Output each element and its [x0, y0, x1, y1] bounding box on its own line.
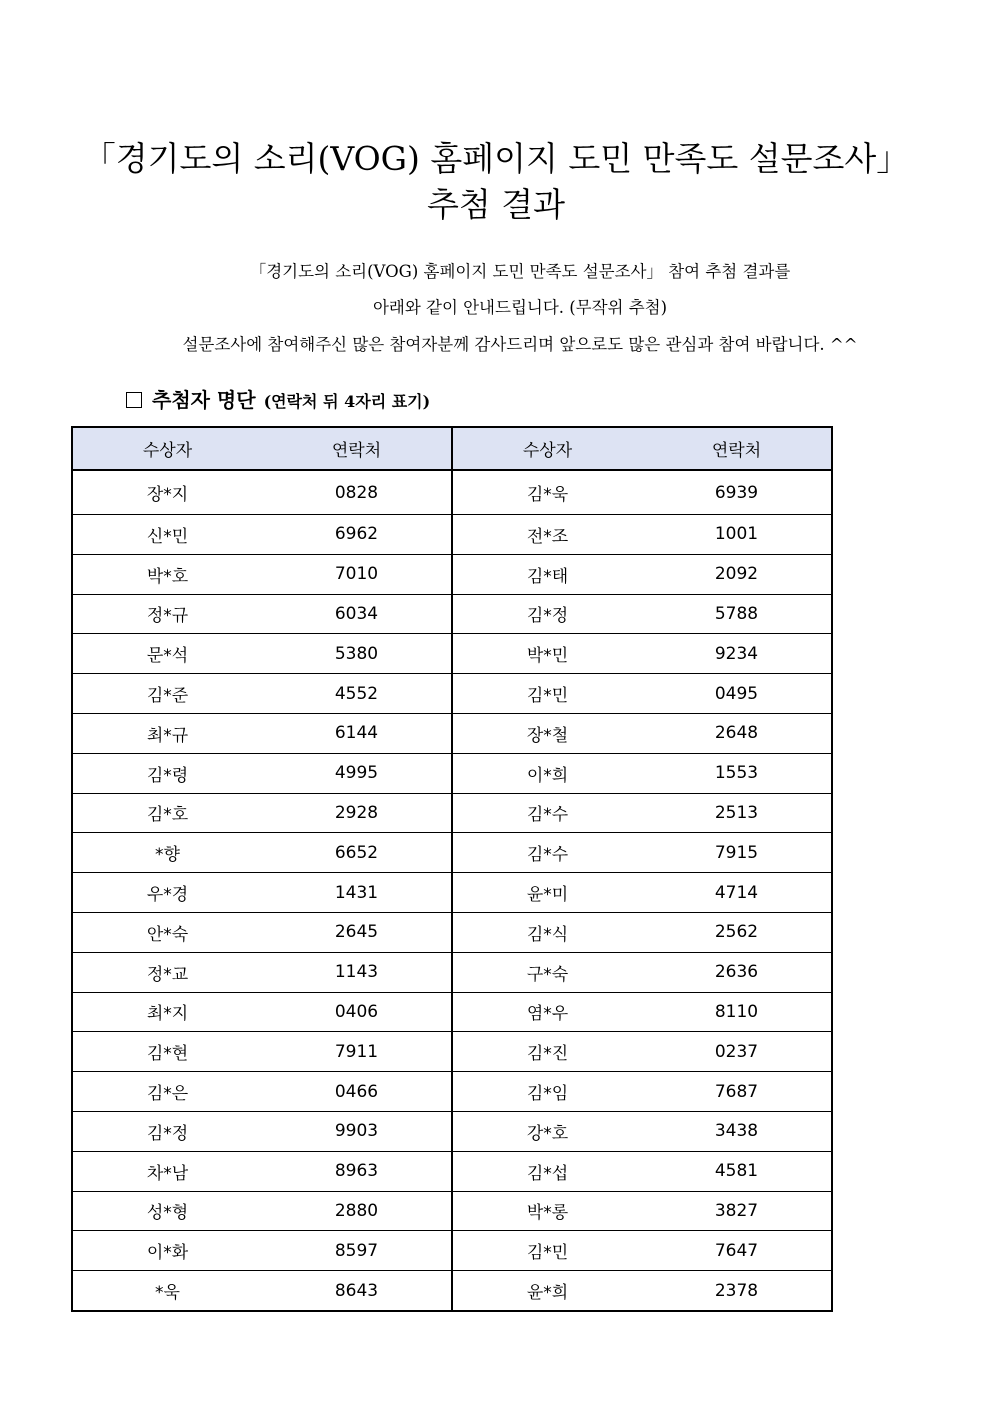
winners-table-body — [72, 470, 832, 1311]
contact-cell: 3827 — [642, 1191, 832, 1231]
winner-name-cell: 김*수 — [452, 833, 642, 873]
contact-cell: 2645 — [262, 912, 452, 952]
table-row — [72, 992, 832, 1032]
table-row — [72, 912, 832, 952]
intro-line-3: 설문조사에 참여해주신 많은 참여자분께 감사드리며 앞으로도 많은 관심과 참여 바랍니다. ^^ — [182, 335, 858, 354]
checkbox-square-icon — [126, 392, 142, 408]
contact-cell: 0466 — [262, 1072, 452, 1112]
contact-cell: 7010 — [262, 554, 452, 594]
table-row — [72, 1111, 832, 1151]
page-title: 「경기도의 소리(VOG) 홈페이지 도민 만족도 설문조사」 — [82, 139, 910, 178]
winner-name-cell: 차*남 — [72, 1151, 262, 1191]
table-row — [72, 793, 832, 833]
winner-name-cell: 구*숙 — [452, 952, 642, 992]
table-row — [72, 952, 832, 992]
contact-cell: 1001 — [642, 515, 832, 555]
winner-name-cell: 김*정 — [452, 594, 642, 634]
winner-name-cell: 안*숙 — [72, 912, 262, 952]
table-row — [72, 1032, 832, 1072]
table-row — [72, 1231, 832, 1271]
contact-cell: 2562 — [642, 912, 832, 952]
winner-name-cell: *욱 — [72, 1271, 262, 1311]
contact-cell: 1143 — [262, 952, 452, 992]
contact-cell: 3438 — [642, 1111, 832, 1151]
contact-cell: 6034 — [262, 594, 452, 634]
winner-name-cell: 김*준 — [72, 674, 262, 714]
page-subtitle: 추첨 결과 — [426, 185, 565, 224]
contact-cell: 7915 — [642, 833, 832, 873]
winner-name-cell: 김*욱 — [452, 470, 642, 515]
table-row — [72, 515, 832, 555]
contact-cell: 5788 — [642, 594, 832, 634]
contact-cell: 4995 — [262, 753, 452, 793]
contact-cell: 0406 — [262, 992, 452, 1032]
winner-name-cell: 김*태 — [452, 554, 642, 594]
winner-name-cell: 정*교 — [72, 952, 262, 992]
contact-cell: 8110 — [642, 992, 832, 1032]
winners-section-heading — [126, 384, 430, 418]
winner-name-cell: 김*임 — [452, 1072, 642, 1112]
intro-line-1: 「경기도의 소리(VOG) 홈페이지 도민 만족도 설문조사」 참여 추첨 결과를 — [249, 262, 791, 281]
table-header-row — [72, 427, 832, 470]
contact-cell: 2513 — [642, 793, 832, 833]
winner-name-cell: 장*지 — [72, 470, 262, 515]
winner-name-cell: 김*현 — [72, 1032, 262, 1072]
winner-name-cell: 윤*미 — [452, 873, 642, 913]
winner-name-cell: 문*석 — [72, 634, 262, 674]
table-row — [72, 1072, 832, 1112]
table-row — [72, 713, 832, 753]
winner-name-cell: 김*민 — [452, 674, 642, 714]
contact-cell: 4581 — [642, 1151, 832, 1191]
winner-name-cell: 김*령 — [72, 753, 262, 793]
contact-cell: 8643 — [262, 1271, 452, 1311]
winners-table — [71, 426, 833, 1312]
contact-cell: 2092 — [642, 554, 832, 594]
table-row — [72, 873, 832, 913]
winner-name-cell: 염*우 — [452, 992, 642, 1032]
contact-cell: 4552 — [262, 674, 452, 714]
contact-cell: 2928 — [262, 793, 452, 833]
table-row — [72, 1151, 832, 1191]
winner-name-cell: 김*수 — [452, 793, 642, 833]
contact-cell: 7911 — [262, 1032, 452, 1072]
winner-name-cell: 김*진 — [452, 1032, 642, 1072]
contact-cell: 4714 — [642, 873, 832, 913]
header-contact-right: 연락처 — [642, 427, 832, 470]
table-row — [72, 1271, 832, 1311]
section-heading-note: (연락처 뒤 4자리 표기) — [263, 392, 431, 411]
winner-name-cell: 박*민 — [452, 634, 642, 674]
contact-cell: 5380 — [262, 634, 452, 674]
winner-name-cell: 장*철 — [452, 713, 642, 753]
winner-name-cell: 김*은 — [72, 1072, 262, 1112]
winner-name-cell: 신*민 — [72, 515, 262, 555]
contact-cell: 9903 — [262, 1111, 452, 1151]
contact-cell: 1431 — [262, 873, 452, 913]
winner-name-cell: 이*희 — [452, 753, 642, 793]
winner-name-cell: 김*섭 — [452, 1151, 642, 1191]
contact-cell: 6962 — [262, 515, 452, 555]
intro-line-2: 아래와 같이 안내드립니다. (무작위 추첨) — [372, 298, 668, 317]
contact-cell: 8963 — [262, 1151, 452, 1191]
header-contact-left: 연락처 — [262, 427, 452, 470]
contact-cell: 1553 — [642, 753, 832, 793]
contact-cell: 9234 — [642, 634, 832, 674]
table-row — [72, 594, 832, 634]
winner-name-cell: 김*호 — [72, 793, 262, 833]
winner-name-cell: 김*식 — [452, 912, 642, 952]
header-winner-right: 수상자 — [452, 427, 642, 470]
contact-cell: 0828 — [262, 470, 452, 515]
contact-cell: 7687 — [642, 1072, 832, 1112]
winner-name-cell: 정*규 — [72, 594, 262, 634]
table-row — [72, 634, 832, 674]
contact-cell: 7647 — [642, 1231, 832, 1271]
contact-cell: 6939 — [642, 470, 832, 515]
winner-name-cell: 강*호 — [452, 1111, 642, 1151]
table-row — [72, 554, 832, 594]
winner-name-cell: 성*형 — [72, 1191, 262, 1231]
contact-cell: 2378 — [642, 1271, 832, 1311]
winner-name-cell: 김*민 — [452, 1231, 642, 1271]
winner-name-cell: 전*조 — [452, 515, 642, 555]
contact-cell: 2648 — [642, 713, 832, 753]
winner-name-cell: 이*화 — [72, 1231, 262, 1271]
table-row — [72, 674, 832, 714]
contact-cell: 8597 — [262, 1231, 452, 1271]
winner-name-cell: 우*경 — [72, 873, 262, 913]
table-row — [72, 470, 832, 515]
winner-name-cell: 박*롱 — [452, 1191, 642, 1231]
contact-cell: 2880 — [262, 1191, 452, 1231]
winner-name-cell: 최*지 — [72, 992, 262, 1032]
winner-name-cell: 김*정 — [72, 1111, 262, 1151]
contact-cell: 6144 — [262, 713, 452, 753]
header-winner-left: 수상자 — [72, 427, 262, 470]
winner-name-cell: 박*호 — [72, 554, 262, 594]
section-heading-text: 추첨자 명단 — [152, 388, 256, 412]
contact-cell: 0495 — [642, 674, 832, 714]
table-row — [72, 1191, 832, 1231]
contact-cell: 6652 — [262, 833, 452, 873]
contact-cell: 2636 — [642, 952, 832, 992]
winner-name-cell: 윤*희 — [452, 1271, 642, 1311]
table-row — [72, 753, 832, 793]
contact-cell: 0237 — [642, 1032, 832, 1072]
table-row — [72, 833, 832, 873]
winner-name-cell: 최*규 — [72, 713, 262, 753]
winner-name-cell: *향 — [72, 833, 262, 873]
